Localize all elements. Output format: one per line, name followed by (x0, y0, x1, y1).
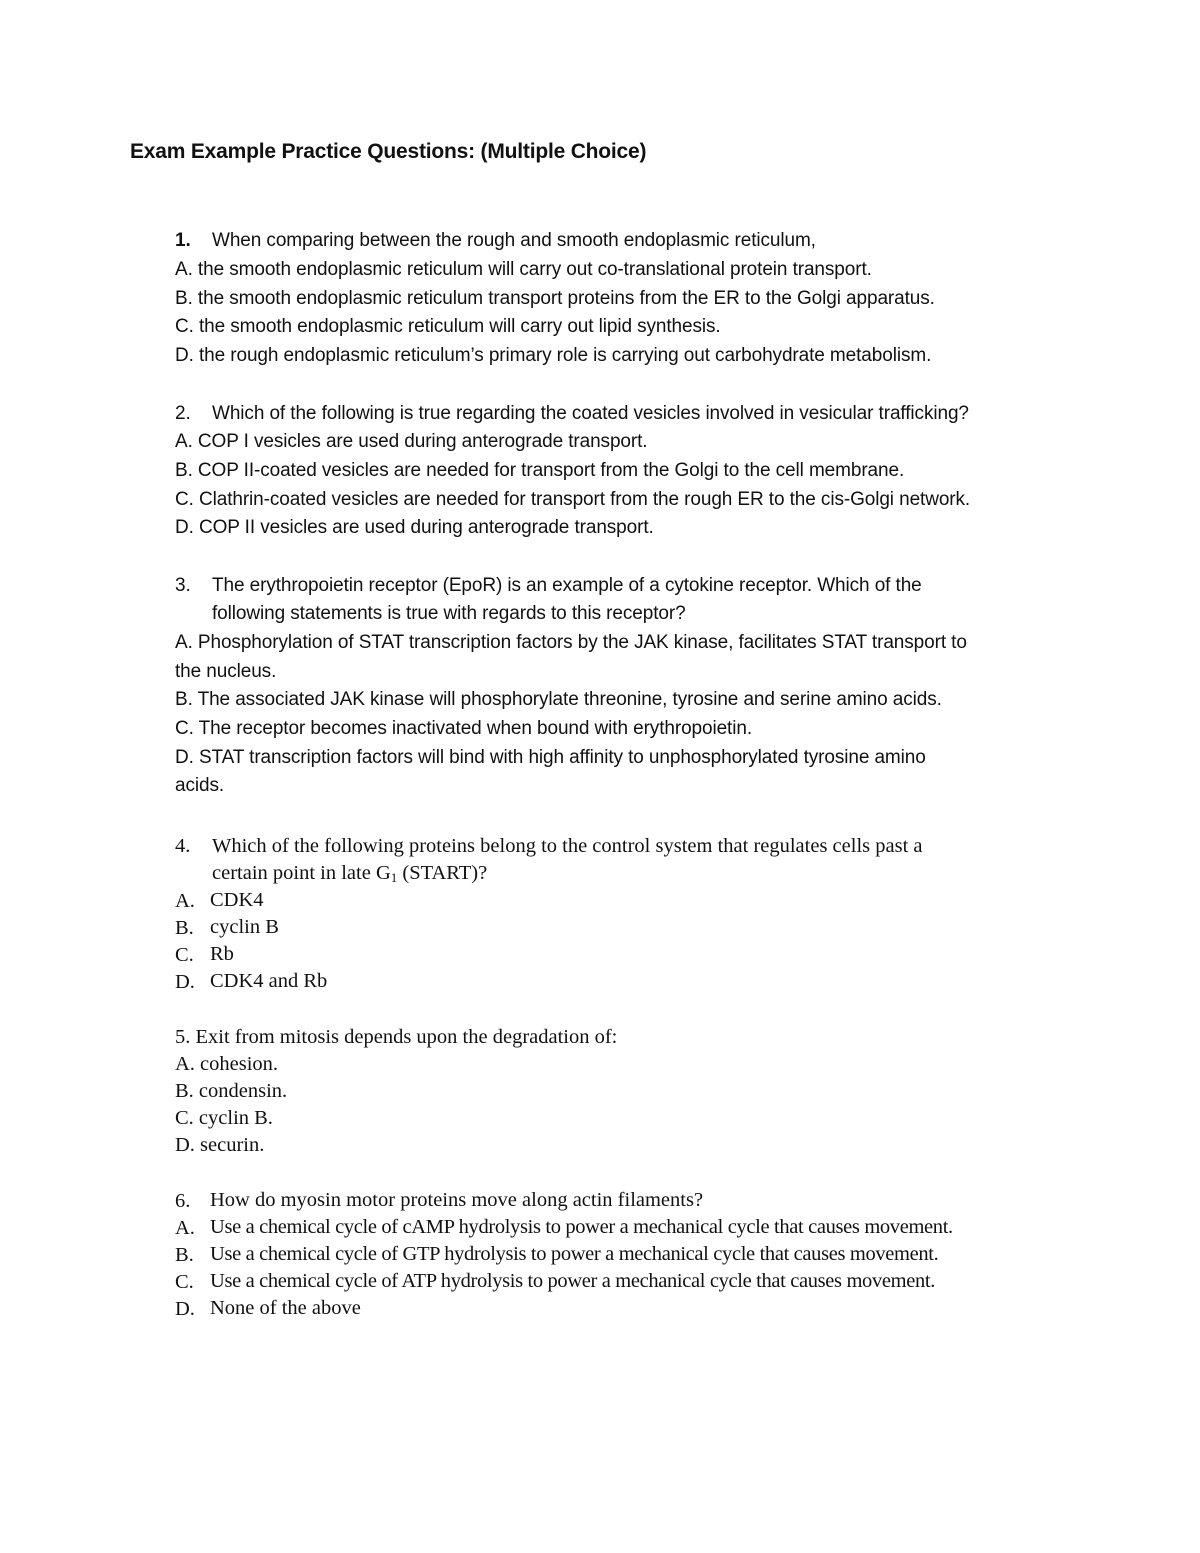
question-number: 3. (175, 575, 191, 596)
answer-option: C. Clathrin-coated vesicles are needed for transport from the rough ER to the cis-Golgi network. (175, 489, 971, 510)
answer-option: None of the above (210, 1297, 361, 1319)
question-stem: 5. Exit from mitosis depends upon the degradation of: (175, 1026, 618, 1048)
answer-option: C. the smooth endoplasmic reticulum will carry out lipid synthesis. (175, 316, 721, 337)
question-stem: When comparing between the rough and smooth endoplasmic reticulum, (212, 230, 816, 251)
answer-letter: B. (175, 917, 194, 939)
question-stem: Which of the following proteins belong to the control system that regulates cells past a (212, 835, 923, 857)
answer-option: Rb (210, 943, 234, 965)
question-stem: How do myosin motor proteins move along actin filaments? (210, 1189, 704, 1211)
answer-option: B. COP II-coated vesicles are needed for transport from the Golgi to the cell membrane. (175, 460, 905, 481)
answer-option: C. The receptor becomes inactivated when bound with erythropoietin. (175, 718, 753, 739)
answer-option: Use a chemical cycle of GTP hydrolysis to power a mechanical cycle that causes movement. (210, 1243, 939, 1265)
answer-option: C. cyclin B. (175, 1107, 273, 1129)
question-stem: Which of the following is true regarding the coated vesicles involved in vesicular trafficking? (212, 403, 969, 424)
answer-option: B. condensin. (175, 1080, 288, 1102)
answer-option: the nucleus. (175, 661, 277, 682)
answer-letter: C. (175, 944, 194, 966)
answer-option: D. STAT transcription factors will bind with high affinity to unphosphorylated tyrosine amino (175, 747, 926, 768)
question-stem: The erythropoietin receptor (EpoR) is an example of a cytokine receptor. Which of the (212, 575, 922, 596)
answer-option: A. the smooth endoplasmic reticulum will carry out co-translational protein transport. (175, 259, 872, 280)
question-stem: certain point in late $G_1$ (START)? (212, 862, 488, 885)
page-title: Exam Example Practice Questions: (Multiple Choice) (130, 140, 647, 163)
answer-letter: D. (175, 971, 195, 993)
answer-letter: A. (175, 1217, 195, 1239)
answer-option: Use a chemical cycle of ATP hydrolysis to power a mechanical cycle that causes movement. (210, 1270, 935, 1292)
answer-option: A. Phosphorylation of STAT transcription factors by the JAK kinase, facilitates STAT transport to (175, 632, 967, 653)
answer-option: D. the rough endoplasmic reticulum’s primary role is carrying out carbohydrate metabolism. (175, 345, 932, 366)
question-number: 2. (175, 403, 191, 424)
answer-letter: C. (175, 1271, 194, 1293)
answer-option: D. securin. (175, 1134, 265, 1156)
answer-letter: D. (175, 1298, 195, 1320)
answer-option: B. the smooth endoplasmic reticulum transport proteins from the ER to the Golgi apparatus. (175, 288, 935, 309)
question-number: 6. (175, 1190, 191, 1212)
answer-option: cyclin B (210, 916, 279, 938)
question-stem: following statements is true with regards to this receptor? (212, 603, 686, 624)
answer-option: A. COP I vesicles are used during anterograde transport. (175, 431, 648, 452)
answer-option: CDK4 (210, 889, 264, 911)
answer-option: A. cohesion. (175, 1053, 279, 1075)
answer-letter: B. (175, 1244, 194, 1266)
answer-option: B. The associated JAK kinase will phosphorylate threonine, tyrosine and serine amino acids. (175, 689, 942, 710)
answer-option: D. COP II vesicles are used during anterograde transport. (175, 517, 654, 538)
answer-option: CDK4 and Rb (210, 970, 328, 992)
answer-option: Use a chemical cycle of cAMP hydrolysis to power a mechanical cycle that causes movement. (210, 1216, 953, 1238)
answer-option: acids. (175, 775, 225, 796)
question-number: 1. (175, 230, 191, 251)
answer-letter: A. (175, 890, 195, 912)
question-number: 4. (175, 835, 191, 857)
